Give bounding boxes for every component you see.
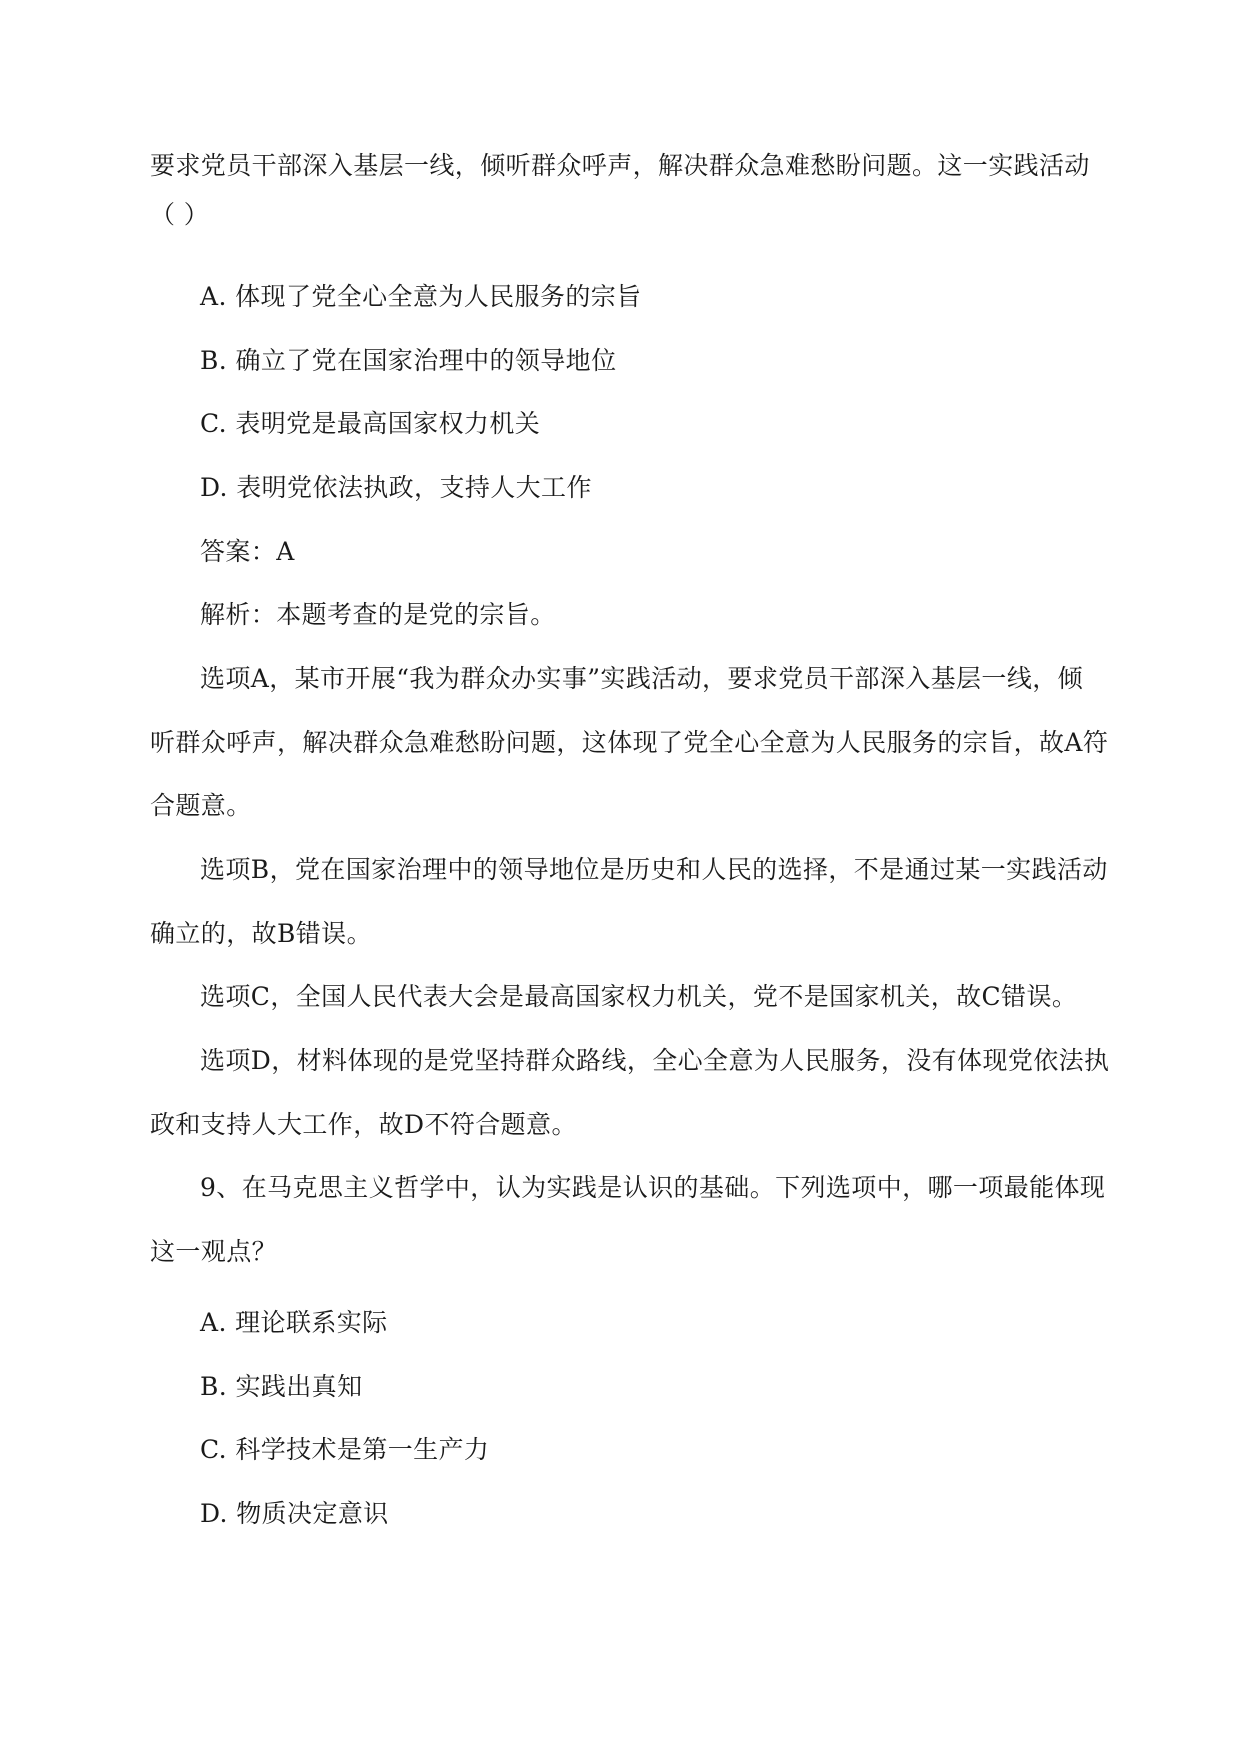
q8-explain-b-line-2: 确立的，故B错误。 bbox=[150, 919, 372, 948]
q8-explain-a-line-1: 选项A，某市开展“我为群众办实事”实践活动，要求党员干部深入基层一线，倾 bbox=[200, 664, 1084, 693]
q8-option-b: B. 确立了党在国家治理中的领导地位 bbox=[200, 346, 617, 375]
q9-option-d: D. 物质决定意识 bbox=[200, 1499, 389, 1528]
q8-explain-b-line-1: 选项B，党在国家治理中的领导地位是历史和人民的选择，不是通过某一实践活动 bbox=[200, 855, 1108, 884]
q8-explain-d-line-1: 选项D，材料体现的是党坚持群众路线，全心全意为人民服务，没有体现党依法执 bbox=[200, 1046, 1110, 1075]
q8-option-d: D. 表明党依法执政，支持人大工作 bbox=[200, 473, 592, 502]
q9-option-a: A. 理论联系实际 bbox=[200, 1308, 388, 1337]
q8-analysis: 解析：本题考查的是党的宗旨。 bbox=[200, 600, 556, 629]
q8-stem-blank: （ ） bbox=[150, 200, 210, 229]
q8-answer: 答案：A bbox=[200, 537, 295, 566]
q8-explain-c-line-1: 选项C，全国人民代表大会是最高国家权力机关，党不是国家机关，故C错误。 bbox=[200, 982, 1078, 1011]
q9-option-b: B. 实践出真知 bbox=[200, 1372, 363, 1401]
q9-option-c: C. 科学技术是第一生产力 bbox=[200, 1435, 490, 1464]
q8-explain-a-line-2: 听群众呼声，解决群众急难愁盼问题，这体现了党全心全意为人民服务的宗旨，故A符 bbox=[150, 728, 1109, 757]
q8-explain-d-line-2: 政和支持人大工作，故D不符合题意。 bbox=[150, 1110, 577, 1139]
q9-stem-line-1: 9、在马克思主义哲学中，认为实践是认识的基础。下列选项中，哪一项最能体现 bbox=[200, 1173, 1106, 1202]
q8-stem-line-1: 要求党员干部深入基层一线，倾听群众呼声，解决群众急难愁盼问题。这一实践活动 bbox=[150, 151, 1090, 180]
q8-option-a: A. 体现了党全心全意为人民服务的宗旨 bbox=[200, 282, 642, 311]
q8-explain-a-line-3: 合题意。 bbox=[150, 791, 252, 820]
q8-option-c: C. 表明党是最高国家权力机关 bbox=[200, 409, 541, 438]
q9-stem-line-2: 这一观点？ bbox=[150, 1237, 278, 1266]
